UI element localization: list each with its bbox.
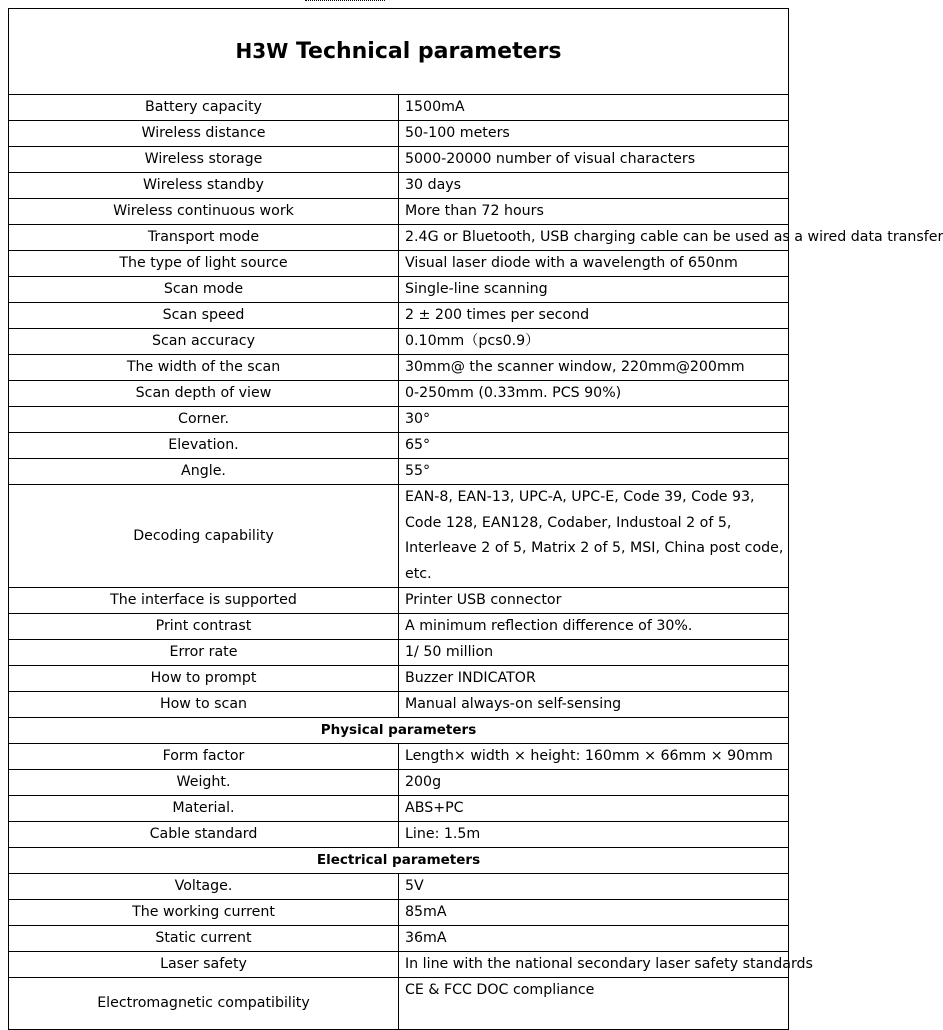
table-row xyxy=(9,407,789,433)
table-row xyxy=(9,874,789,900)
parameter-label: Corner. xyxy=(9,407,399,433)
parameters-table xyxy=(8,8,943,1030)
parameter-label: Error rate xyxy=(9,640,399,666)
parameter-label: How to prompt xyxy=(9,666,399,692)
parameter-label: Scan accuracy xyxy=(9,329,399,355)
parameter-label: Electromagnetic compatibility xyxy=(9,978,399,1030)
parameter-value: 0-250mm (0.33mm. PCS 90%) xyxy=(399,381,789,407)
parameter-value: 5V xyxy=(399,874,789,900)
parameter-label: Print contrast xyxy=(9,614,399,640)
table-row xyxy=(9,614,789,640)
parameter-value: 1500mA xyxy=(399,95,789,121)
parameter-value: Visual laser diode with a wavelength of 650nm xyxy=(399,251,789,277)
parameter-label: Wireless storage xyxy=(9,147,399,173)
parameter-value: CE & FCC DOC compliance xyxy=(399,978,789,1030)
electrical-parameters-heading: Electrical parameters xyxy=(9,848,789,874)
parameter-label: The width of the scan xyxy=(9,355,399,381)
table-row xyxy=(9,225,789,251)
parameter-label: The working current xyxy=(9,900,399,926)
parameter-value: 1/ 50 million xyxy=(399,640,789,666)
parameter-label: Battery capacity xyxy=(9,95,399,121)
parameter-label: Cable standard xyxy=(9,822,399,848)
parameter-label: Scan mode xyxy=(9,277,399,303)
parameter-value: Buzzer INDICATOR xyxy=(399,666,789,692)
parameter-value: 2.4G or Bluetooth, USB charging cable can be used as a wired data transfer xyxy=(399,225,789,251)
parameter-label: Wireless distance xyxy=(9,121,399,147)
parameter-value: 65° xyxy=(399,433,789,459)
parameter-value: 30mm@ the scanner window, 220mm@200mm xyxy=(399,355,789,381)
parameter-value: 55° xyxy=(399,459,789,485)
parameter-label: Voltage. xyxy=(9,874,399,900)
parameter-label: The type of light source xyxy=(9,251,399,277)
parameter-label: The interface is supported xyxy=(9,588,399,614)
parameter-label: Transport mode xyxy=(9,225,399,251)
parameter-value: 50-100 meters xyxy=(399,121,789,147)
table-row xyxy=(9,381,789,407)
title-row xyxy=(9,9,789,95)
parameter-value: In line with the national secondary laser safety standards xyxy=(399,952,789,978)
parameter-value: Line: 1.5m xyxy=(399,822,789,848)
parameters-table-body xyxy=(9,9,943,1030)
table-row xyxy=(9,485,789,588)
parameter-label: Wireless continuous work xyxy=(9,199,399,225)
table-row xyxy=(9,277,789,303)
table-row xyxy=(9,666,789,692)
table-row xyxy=(9,303,789,329)
parameter-value: 36mA xyxy=(399,926,789,952)
table-row xyxy=(9,147,789,173)
table-row xyxy=(9,926,789,952)
table-row xyxy=(9,640,789,666)
parameter-value: 2 ± 200 times per second xyxy=(399,303,789,329)
parameter-value: ABS+PC xyxy=(399,796,789,822)
parameter-value: 30 days xyxy=(399,173,789,199)
table-row xyxy=(9,329,789,355)
physical-parameters-heading: Physical parameters xyxy=(9,718,789,744)
table-row xyxy=(9,692,789,718)
parameter-value: Manual always-on self-sensing xyxy=(399,692,789,718)
table-row xyxy=(9,95,789,121)
table-row xyxy=(9,121,789,147)
parameter-label: Weight. xyxy=(9,770,399,796)
parameter-value: Printer USB connector xyxy=(399,588,789,614)
table-row xyxy=(9,459,789,485)
parameter-value: Single-line scanning xyxy=(399,277,789,303)
title-cell xyxy=(9,9,789,95)
table-row xyxy=(9,355,789,381)
parameter-label: Angle. xyxy=(9,459,399,485)
parameter-label: Static current xyxy=(9,926,399,952)
parameter-value: 85mA xyxy=(399,900,789,926)
electrical-parameters-heading-row xyxy=(9,848,789,874)
parameter-value: More than 72 hours xyxy=(399,199,789,225)
table-row xyxy=(9,770,789,796)
table-row xyxy=(9,588,789,614)
parameter-value: 200g xyxy=(399,770,789,796)
parameter-label: Decoding capability xyxy=(9,485,399,588)
parameter-label: Elevation. xyxy=(9,433,399,459)
parameter-label: Material. xyxy=(9,796,399,822)
title-text: Technical parameters xyxy=(295,39,562,64)
table-row xyxy=(9,251,789,277)
parameter-label: How to scan xyxy=(9,692,399,718)
table-row xyxy=(9,744,789,770)
table-row xyxy=(9,900,789,926)
parameter-value: 30° xyxy=(399,407,789,433)
physical-parameters-heading-row xyxy=(9,718,789,744)
table-row xyxy=(9,978,789,1030)
table-row xyxy=(9,796,789,822)
parameter-label: Laser safety xyxy=(9,952,399,978)
parameter-value: 5000-20000 number of visual characters xyxy=(399,147,789,173)
parameter-value: EAN-8, EAN-13, UPC-A, UPC-E, Code 39, Code 93, Code 128, EAN128, Codaber, Industoal 2 of 5, Interleave 2 of 5, Matrix 2 of 5, MSI, China post code, etc. xyxy=(399,485,789,588)
top-dotted-mark xyxy=(305,0,385,3)
table-row xyxy=(9,433,789,459)
parameter-value: Length× width × height: 160mm × 66mm × 90mm xyxy=(399,744,789,770)
parameter-label: Wireless standby xyxy=(9,173,399,199)
table-row xyxy=(9,952,789,978)
parameter-value: 0.10mm（pcs0.9） xyxy=(399,329,789,355)
parameter-label: Scan speed xyxy=(9,303,399,329)
model-name: H3W xyxy=(235,39,289,63)
table-row xyxy=(9,173,789,199)
parameter-label: Scan depth of view xyxy=(9,381,399,407)
table-row xyxy=(9,822,789,848)
table-row xyxy=(9,199,789,225)
parameter-label: Form factor xyxy=(9,744,399,770)
parameter-value: A minimum reflection difference of 30%. xyxy=(399,614,789,640)
